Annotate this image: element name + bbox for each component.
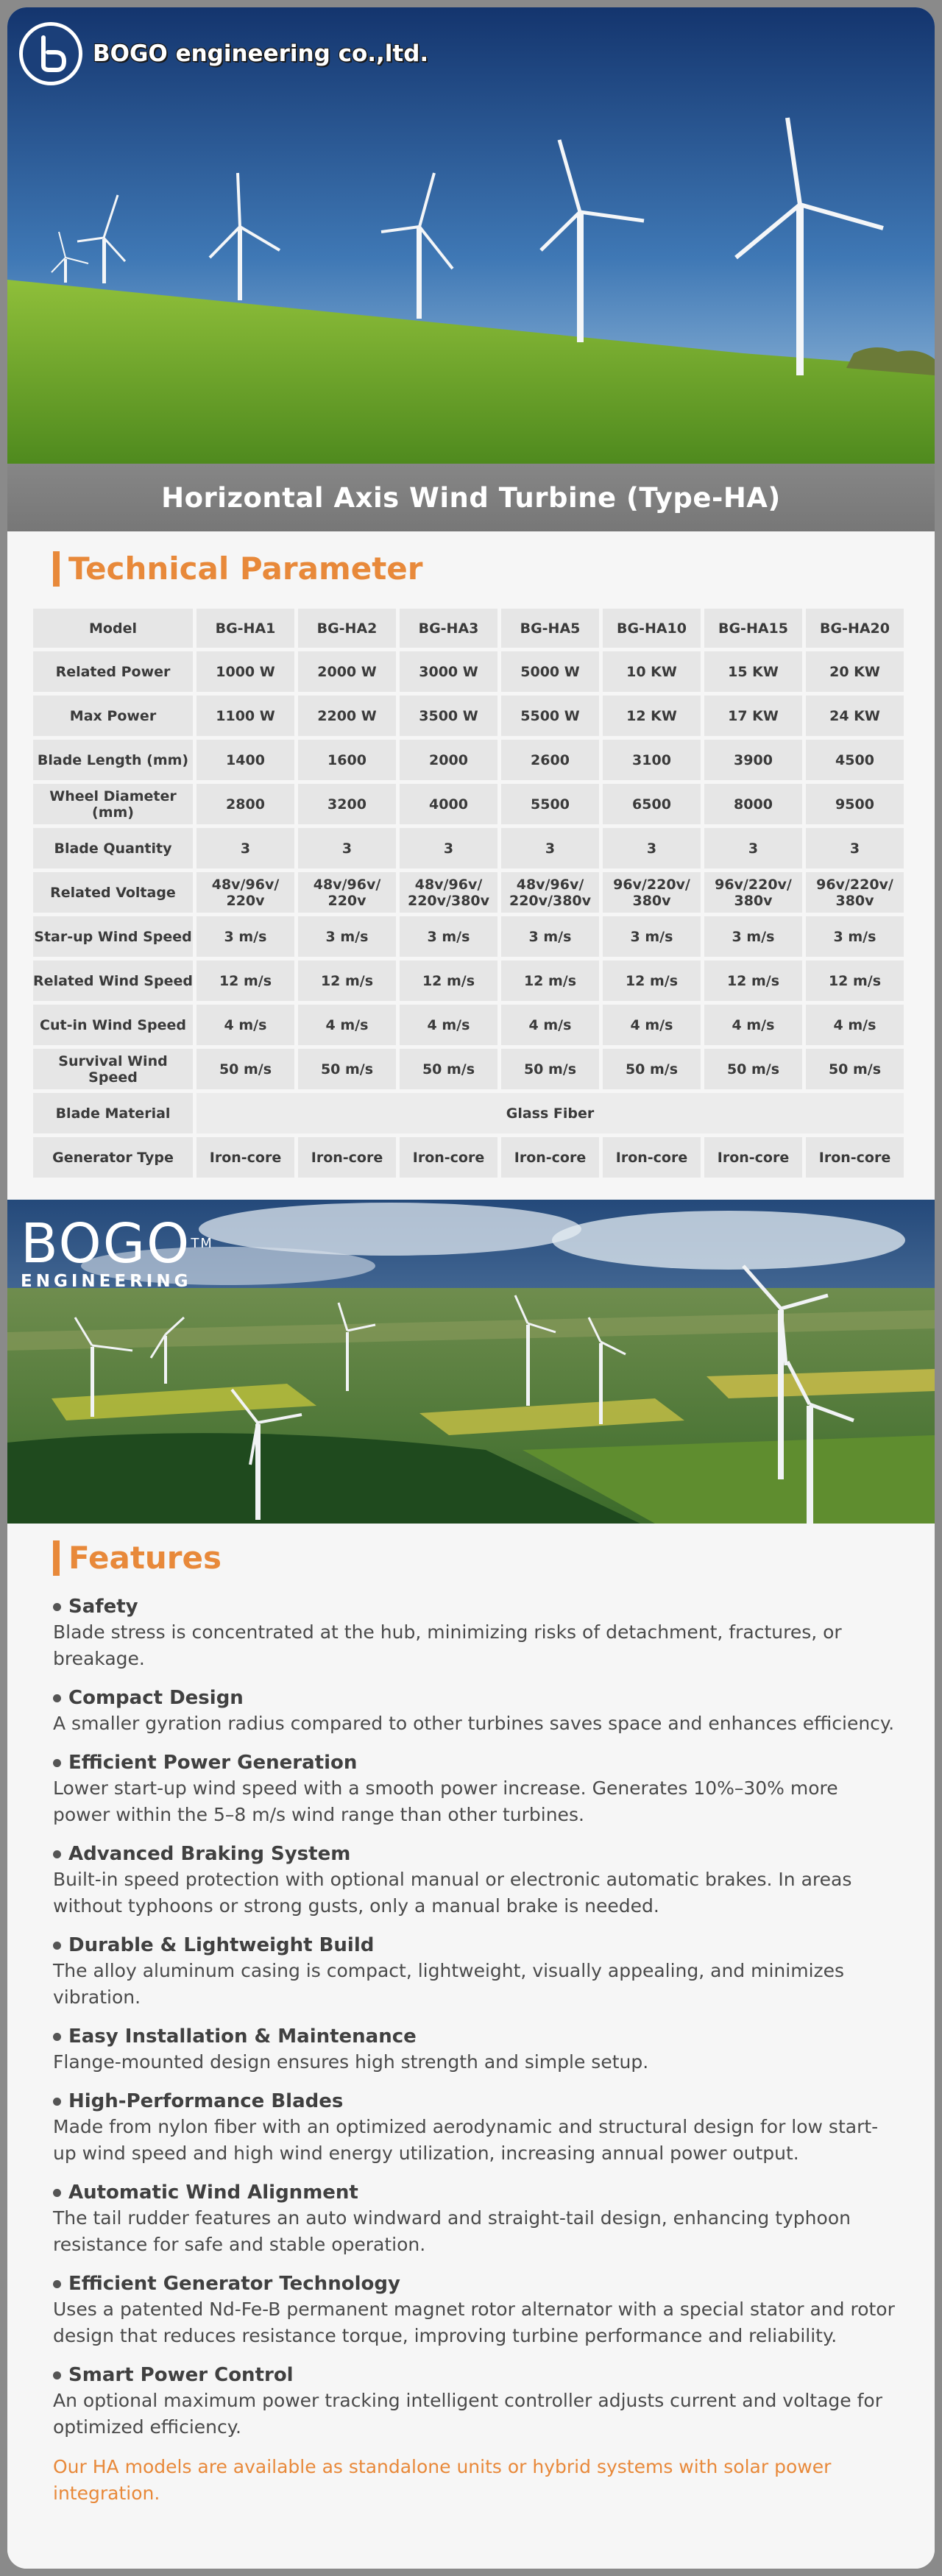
tech-heading [53,551,422,587]
table-row-blade-material [33,1093,904,1133]
value-cell: 50 m/s [806,1049,904,1089]
value-cell: 2000 [400,740,497,780]
feature-title: Safety [68,1596,138,1618]
feature-text: Made from nylon fiber with an optimized aerodynamic and structural design for low start-up wind speed and high wind energy utilization, increasing annual power output. [53,2116,879,2164]
value-cell: 9500 [806,784,904,824]
param-label: Cut-in Wind Speed [33,1005,193,1045]
param-label: Related Wind Speed [33,960,193,1001]
value-cell: 4 m/s [603,1005,701,1045]
table-row [33,916,904,957]
value-cell: 3200 [298,784,396,824]
value-cell: 12 m/s [298,960,396,1001]
feature-title: Efficient Generator Technology [68,2273,400,2295]
feature-title: High-Performance Blades [68,2090,344,2112]
value-cell: 5500 W [501,696,599,736]
feature-text: A smaller gyration radius compared to other turbines saves space and enhances efficiency. [53,1713,895,1734]
value-cell: Iron-core [298,1137,396,1178]
table-row [33,1049,904,1089]
feature-title: Smart Power Control [68,2364,294,2386]
model-cell: BG-HA5 [501,609,599,648]
value-cell: 4000 [400,784,497,824]
value-cell: 12 KW [603,696,701,736]
param-label: Star-up Wind Speed [33,916,193,957]
feature-title: Efficient Power Generation [68,1752,358,1774]
value-cell: 15 KW [704,651,802,692]
value-cell: 4 m/s [196,1005,294,1045]
value-cell: 3 m/s [806,916,904,957]
page-frame [7,7,935,2569]
feature-item [53,1933,899,2011]
value-cell: 96v/220v/ 380v [603,872,701,913]
value-cell: 1100 W [196,696,294,736]
bullet-icon [53,1850,61,1858]
model-cell: BG-HA1 [196,609,294,648]
table-row-model [33,609,904,648]
feature-item [53,2024,899,2076]
value-cell: 4 m/s [704,1005,802,1045]
features-heading [53,1540,222,1576]
value-cell: 3900 [704,740,802,780]
feature-item [53,1685,899,1737]
feature-item [53,2363,899,2441]
value-cell: 96v/220v/ 380v [704,872,802,913]
param-label: Blade Quantity [33,828,193,868]
bullet-icon [53,2280,61,2288]
bullet-icon [53,1759,61,1767]
value-cell: 12 m/s [704,960,802,1001]
feature-item [53,1750,899,1828]
param-label: Blade Length (mm) [33,740,193,780]
value-cell: 4 m/s [501,1005,599,1045]
brand-logo-icon [19,22,82,85]
page-title: Horizontal Axis Wind Turbine (Type-HA) [161,481,781,514]
feature-item [53,2089,899,2167]
value-cell: 2200 W [298,696,396,736]
bullet-icon [53,2189,61,2197]
param-label: Wheel Diameter (mm) [33,784,193,824]
value-cell: 12 m/s [501,960,599,1001]
value-cell: 4500 [806,740,904,780]
param-label: Model [33,609,193,648]
bullet-icon [53,2098,61,2106]
landscape-image [7,1200,935,1524]
trademark-mark: TM [191,1236,213,1251]
bullet-icon [53,1942,61,1950]
value-cell: 6500 [603,784,701,824]
value-cell: 3 [298,828,396,868]
tech-heading-text: Technical Parameter [68,551,423,587]
table-row [33,740,904,780]
value-cell: 3 [400,828,497,868]
feature-title: Compact Design [68,1687,244,1709]
table-row-generator [33,1137,904,1178]
value-cell: 8000 [704,784,802,824]
value-cell: 10 KW [603,651,701,692]
param-label: Max Power [33,696,193,736]
value-cell: 3 m/s [400,916,497,957]
value-cell: 50 m/s [298,1049,396,1089]
value-cell: 1400 [196,740,294,780]
value-cell: 3 m/s [704,916,802,957]
value-cell: 20 KW [806,651,904,692]
value-cell: 3 [704,828,802,868]
value-cell: 5500 [501,784,599,824]
model-cell: BG-HA20 [806,609,904,648]
features-section [7,1524,935,2569]
features-heading-text: Features [68,1540,222,1576]
param-label: Related Power [33,651,193,692]
bullet-icon [53,1694,61,1702]
param-label: Survival Wind Speed [33,1049,193,1089]
feature-item [53,1841,899,1919]
value-cell: 12 m/s [806,960,904,1001]
value-cell: 48v/96v/ 220v/380v [400,872,497,913]
value-cell: Iron-core [603,1137,701,1178]
value-cell: 3 [806,828,904,868]
feature-text: The tail rudder features an auto windward and straight-tail design, enhancing typhoon resistance for safe and stable operation. [53,2207,851,2255]
feature-item [53,2180,899,2258]
table-row [33,1005,904,1045]
table-row [33,784,904,824]
technical-parameter-section [7,531,935,1200]
value-cell: Iron-core [196,1137,294,1178]
spec-table [29,605,907,1181]
value-cell: 50 m/s [400,1049,497,1089]
table-row [33,872,904,913]
feature-text: Flange-mounted design ensures high strength and simple setup. [53,2051,649,2073]
hybrid-note: Our HA models are available as standalone units or hybrid systems with solar power integration. [53,2456,832,2504]
table-row [33,651,904,692]
features-list [53,1594,899,2507]
value-cell: 50 m/s [501,1049,599,1089]
value-cell: 3 m/s [603,916,701,957]
feature-text: Uses a patented Nd-Fe-B permanent magnet rotor alternator with a special stator and rotor design that reduces resistance torque, improving turbine performance and reliability. [53,2299,895,2346]
value-cell: 3500 W [400,696,497,736]
table-row [33,960,904,1001]
param-label: Related Voltage [33,872,193,913]
feature-title: Easy Installation & Maintenance [68,2025,417,2048]
value-cell: 2600 [501,740,599,780]
value-cell: 50 m/s [704,1049,802,1089]
value-cell: 4 m/s [298,1005,396,1045]
value-cell: 3 m/s [196,916,294,957]
brand [19,22,428,85]
feature-title: Automatic Wind Alignment [68,2182,358,2204]
value-cell: 50 m/s [603,1049,701,1089]
value-cell: 2800 [196,784,294,824]
title-band [7,464,935,531]
feature-text: The alloy aluminum casing is compact, lightweight, visually appealing, and minimizes vibration. [53,1960,845,2008]
bogo-engineering-logo [21,1212,213,1291]
heading-accent-bar [53,1540,60,1576]
feature-text: Built-in speed protection with optional manual or electronic automatic brakes. In areas without typhoons or strong gusts, only a manual brake is needed. [53,1869,852,1917]
value-cell: 3 [603,828,701,868]
bullet-icon [53,1603,61,1611]
feature-item [53,2271,899,2349]
value-cell: 48v/96v/ 220v [196,872,294,913]
blade-material-value: Glass Fiber [196,1093,904,1133]
value-cell: 3 [196,828,294,868]
model-cell: BG-HA2 [298,609,396,648]
value-cell: 48v/96v/ 220v [298,872,396,913]
brand-name: BOGO engineering co.,ltd. [93,40,429,67]
value-cell: 12 m/s [400,960,497,1001]
feature-item [53,1594,899,1672]
value-cell: 1000 W [196,651,294,692]
value-cell: 5000 W [501,651,599,692]
value-cell: Iron-core [704,1137,802,1178]
model-cell: BG-HA3 [400,609,497,648]
bullet-icon [53,2371,61,2379]
value-cell: 17 KW [704,696,802,736]
value-cell: 3000 W [400,651,497,692]
param-label: Generator Type [33,1137,193,1178]
logo-wordmark: BOGO [21,1212,191,1275]
value-cell: 3 m/s [501,916,599,957]
value-cell: 12 m/s [196,960,294,1001]
heading-accent-bar [53,551,60,587]
value-cell: Iron-core [400,1137,497,1178]
value-cell: 48v/96v/ 220v/380v [501,872,599,913]
model-cell: BG-HA10 [603,609,701,648]
feature-text: Lower start-up wind speed with a smooth power increase. Generates 10%–30% more power within the 5–8 m/s wind range than other turbines. [53,1777,838,1825]
value-cell: 4 m/s [806,1005,904,1045]
feature-text: An optional maximum power tracking intelligent controller adjusts current and voltage for optimized efficiency. [53,2390,883,2438]
value-cell: 12 m/s [603,960,701,1001]
value-cell: 50 m/s [196,1049,294,1089]
feature-title: Advanced Braking System [68,1843,351,1865]
value-cell: 3100 [603,740,701,780]
feature-text: Blade stress is concentrated at the hub, minimizing risks of detachment, fractures, or breakage. [53,1621,842,1669]
value-cell: 3 m/s [298,916,396,957]
table-row [33,828,904,868]
value-cell: 24 KW [806,696,904,736]
brand-mark-icon [29,32,73,76]
param-label: Blade Material [33,1093,193,1133]
model-cell: BG-HA15 [704,609,802,648]
value-cell: 4 m/s [400,1005,497,1045]
value-cell: Iron-core [501,1137,599,1178]
value-cell: Iron-core [806,1137,904,1178]
logo-subtitle: ENGINEERING [21,1272,192,1291]
value-cell: 1600 [298,740,396,780]
value-cell: 96v/220v/ 380v [806,872,904,913]
value-cell: 2000 W [298,651,396,692]
value-cell: 3 [501,828,599,868]
hero-image [7,7,935,464]
bullet-icon [53,2033,61,2041]
table-row [33,696,904,736]
feature-title: Durable & Lightweight Build [68,1934,375,1956]
